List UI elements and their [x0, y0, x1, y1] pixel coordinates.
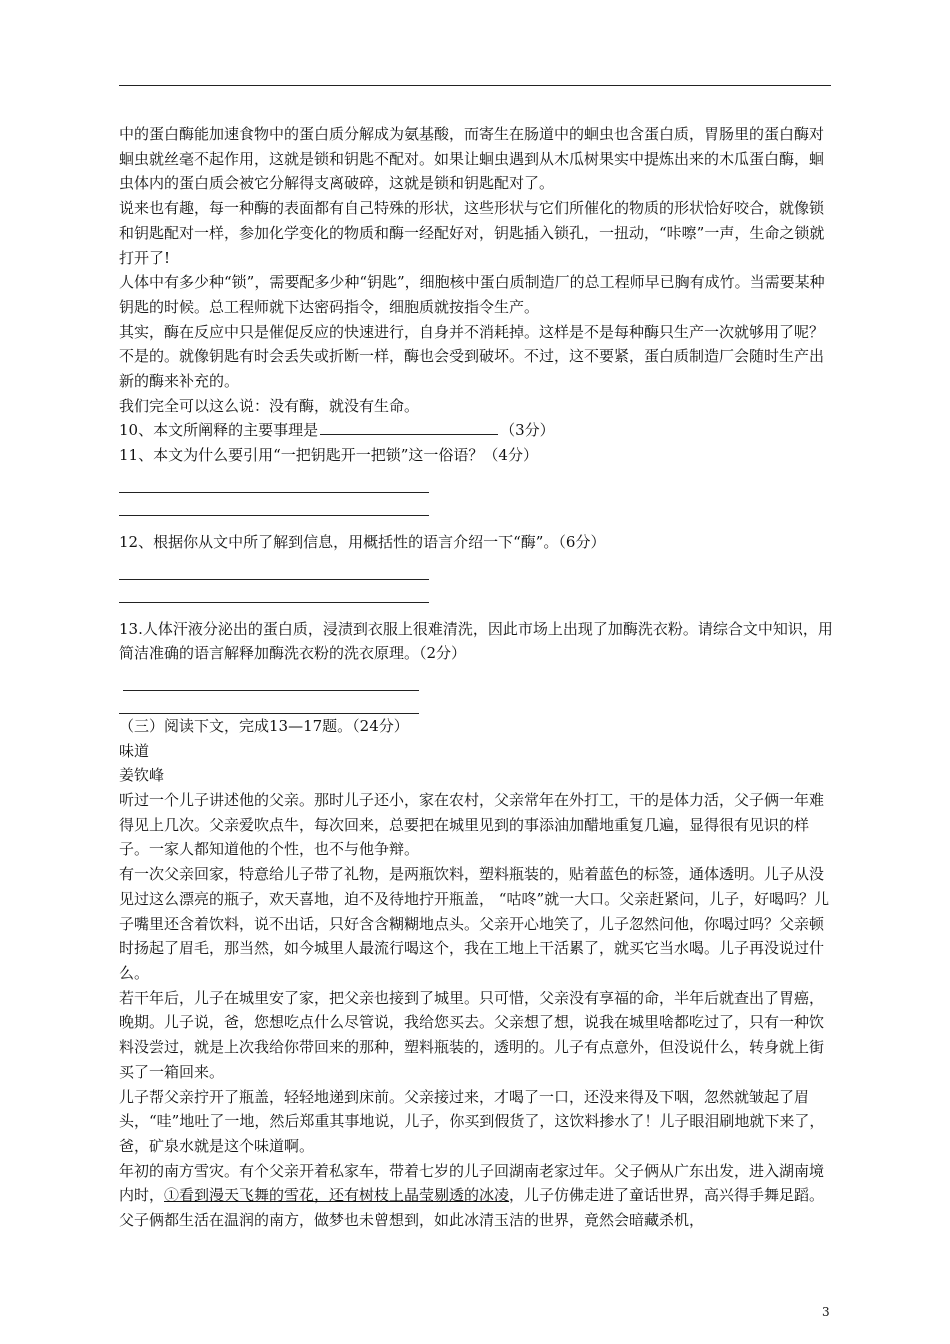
section-heading: （三）阅读下文，完成13—17题。（24分） — [119, 716, 409, 735]
question-11: 11、本文为什么要引用“一把钥匙开一把锁”这一俗语？（4分） — [119, 446, 538, 465]
paragraph: 听过一个儿子讲述他的父亲。那时儿子还小，家在农村，父亲常年在外打工，干的是体力活，父子俩一年难得见上几次。父亲爱吹点牛，每次回来，总要把在城里见到的事添油加醋地重复几遍，显得很有见识的样子。一家人都知道他的个性，也不与他争辩。 — [119, 791, 825, 859]
paragraph-text: ，儿子仿佛走进了童话世界，高兴得手舞足蹈。父子俩都生活在温润的南方，做梦也未曾想到，如此冰清玉洁的世界，竟然会暗藏杀机， — [119, 1186, 825, 1230]
answer-line[interactable] — [119, 563, 429, 580]
answer-line[interactable] — [119, 586, 429, 603]
answer-line[interactable] — [123, 674, 419, 691]
answer-line[interactable] — [119, 697, 419, 714]
paragraph-text: 年初的南方雪灾。有个父亲开着私家车，带着七岁的儿子回湖南老家过年。父子俩从广东出发，进入湖南境内时， — [119, 1161, 825, 1205]
answer-line[interactable] — [119, 499, 429, 516]
underlined-sentence: ①看到漫天飞舞的雪花，还有树枝上晶莹剔透的冰凌 — [164, 1186, 510, 1205]
paragraph: 人体中有多少种“锁”，需要配多少种“钥匙”，细胞核中蛋白质制造厂的总工程师早已胸有成竹。当需要某种钥匙的时候。总工程师就下达密码指令，细胞质就按指令生产。 — [119, 273, 825, 316]
question-13: 13.人体汗液分泌出的蛋白质，浸渍到衣服上很难清洗，因此市场上出现了加酶洗衣粉。请综合文中知识，用简洁准确的语言解释加酶洗衣粉的洗衣原理。（2分） — [119, 619, 833, 663]
paragraph: 有一次父亲回家，特意给儿子带了礼物，是两瓶饮料，塑料瓶装的，贴着蓝色的标签，通体透明。儿子从没见过这么漂亮的瓶子，欢天喜地，迫不及待地拧开瓶盖， “咕咚”就一大口。父亲赶紧问，儿子，好喝吗？儿子嘴里还含着饮料，说不出话，只好含含糊糊地点头。父亲开心地笑了，儿子忽然问他，你喝过吗？父亲顿时扬起了眉毛，那当然，如今城里人最流行喝这个，我在工地上干活累了，就买它当水喝。儿子再没说过什么。 — [119, 865, 830, 982]
article-author: 姜钦峰 — [119, 766, 165, 785]
header-rule — [119, 85, 831, 86]
paragraph: 其实，酶在反应中只是催促反应的快速进行，自身并不消耗掉。这样是不是每种酶只生产一次就够用了呢？不是的。就像钥匙有时会丢失或折断一样，酶也会受到破坏。不过，这不要紧，蛋白质制造厂会随时生产出新的酶来补充的。 — [119, 322, 825, 391]
paragraph: 我们完全可以这么说：没有酶，就没有生命。 — [119, 396, 420, 415]
question-10-prefix: 10、本文所阐释的主要事理是 — [119, 421, 319, 440]
question-10 — [119, 418, 835, 443]
paragraph: 说来也有趣，每一种酶的表面都有自己特殊的形状，这些形状与它们所催化的物质的形状恰好咬合，就像锁和钥匙配对一样，参加化学变化的物质和酶一经配好对，钥匙插入锁孔，一扭动，“咔嚓”一声，生命之锁就打开了! — [119, 199, 825, 267]
paragraph — [119, 1159, 835, 1233]
page-number: 3 — [822, 1305, 830, 1319]
document-body — [119, 122, 835, 1233]
question-10-suffix: （3分） — [500, 421, 555, 440]
paragraph: 中的蛋白酶能加速食物中的蛋白质分解成为氨基酸，而寄生在肠道中的蛔虫也含蛋白质，胃肠里的蛋白酶对蛔虫就丝毫不起作用，这就是锁和钥匙不配对。如果让蛔虫遇到从木瓜树果实中提炼出来的木瓜蛋白酶，蛔虫体内的蛋白质会被它分解得支离破碎，这就是锁和钥匙配对了。 — [119, 125, 825, 193]
answer-blank-10[interactable] — [320, 418, 498, 435]
paragraph: 儿子帮父亲拧开了瓶盖，轻轻地递到床前。父亲接过来，才喝了一口，还没来得及下咽，忽然就皱起了眉头，“哇”地吐了一地，然后郑重其事地说，儿子，你买到假货了，这饮料掺水了！儿子眼泪刷地就下来了，爸，矿泉水就是这个味道啊。 — [119, 1087, 825, 1155]
paragraph: 若干年后，儿子在城里安了家，把父亲也接到了城里。只可惜，父亲没有享福的命，半年后就查出了胃癌，晚期。儿子说，爸，您想吃点什么尽管说，我给您买去。父亲想了想，说我在城里啥都吃过了，只有一种饮料没尝过，就是上次我给你带回来的那种，塑料瓶装的，透明的。儿子有点意外，但没说什么，转身就上街买了一箱回来。 — [119, 988, 825, 1081]
article-title: 味道 — [119, 741, 150, 760]
answer-line[interactable] — [119, 476, 429, 493]
question-12: 12、根据你从文中所了解到信息，用概括性的语言介绍一下“酶”。（6分） — [119, 532, 606, 551]
